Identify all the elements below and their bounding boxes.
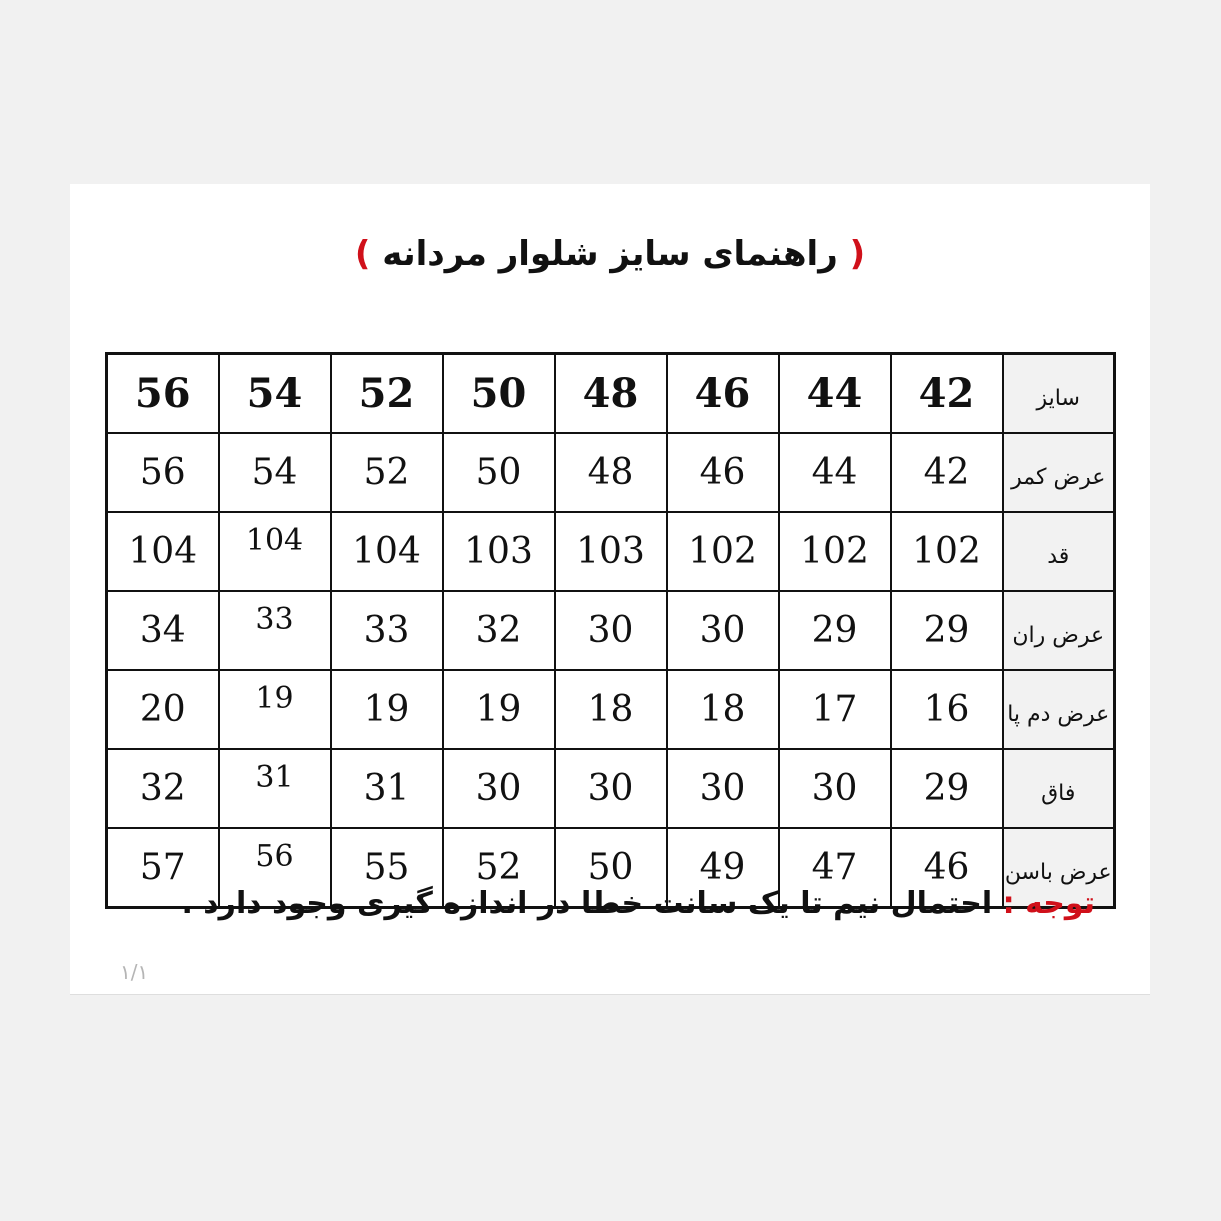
table-cell: 19 xyxy=(443,670,555,749)
table-cell: 54 xyxy=(219,354,331,434)
note-text: احتمال نیم تا یک سانت خطا در اندازه گیری وجود دارد . xyxy=(181,886,993,921)
table-cell: 29 xyxy=(779,591,891,670)
table-cell: 32 xyxy=(443,591,555,670)
table-cell: 30 xyxy=(667,591,779,670)
table-cell: 17 xyxy=(779,670,891,749)
table-cell: 33 xyxy=(219,591,331,670)
table-cell: 52 xyxy=(331,354,443,434)
table-cell: 54 xyxy=(219,433,331,512)
note-label: توجه xyxy=(1025,886,1095,921)
table-cell: 52 xyxy=(331,433,443,512)
table-cell: 30 xyxy=(555,591,667,670)
table-cell: 32 xyxy=(107,749,219,828)
table-cell: 102 xyxy=(891,512,1003,591)
page-indicator: ۱/۱ xyxy=(120,960,149,984)
table-cell: 20 xyxy=(107,670,219,749)
table-cell: 42 xyxy=(891,354,1003,434)
table-cell: 47 xyxy=(779,828,891,908)
table-row-thigh xyxy=(107,591,1115,670)
table-cell: 42 xyxy=(891,433,1003,512)
table-cell: 103 xyxy=(443,512,555,591)
table-cell: 30 xyxy=(667,749,779,828)
table-cell: 30 xyxy=(555,749,667,828)
table-cell: 52 xyxy=(443,828,555,908)
table-cell: 44 xyxy=(779,433,891,512)
table-cell: 103 xyxy=(555,512,667,591)
table-row-waist xyxy=(107,433,1115,512)
table-cell: 50 xyxy=(443,433,555,512)
table-cell: 46 xyxy=(667,433,779,512)
table-cell: 18 xyxy=(555,670,667,749)
table-cell: 31 xyxy=(331,749,443,828)
document-page xyxy=(70,184,1150,995)
table-cell: 46 xyxy=(667,354,779,434)
table-cell: 56 xyxy=(219,828,331,908)
table-cell: 102 xyxy=(779,512,891,591)
table-row-rise xyxy=(107,749,1115,828)
table-cell: 16 xyxy=(891,670,1003,749)
table-cell: 34 xyxy=(107,591,219,670)
table-row-length xyxy=(107,512,1115,591)
table-cell: 49 xyxy=(667,828,779,908)
table-row-hem xyxy=(107,670,1115,749)
table-cell: 48 xyxy=(555,433,667,512)
table-cell: 55 xyxy=(331,828,443,908)
title-close-paren: ) xyxy=(354,234,371,274)
table-cell: 50 xyxy=(555,828,667,908)
row-label: فاق xyxy=(1003,749,1115,828)
page-title xyxy=(70,234,1150,274)
table-row-size xyxy=(107,354,1115,434)
table-cell: 57 xyxy=(107,828,219,908)
table-cell: 33 xyxy=(331,591,443,670)
note-colon: : xyxy=(1002,886,1015,921)
title-text: راهنمای سایز شلوار مردانه xyxy=(382,234,838,274)
row-label: قد xyxy=(1003,512,1115,591)
row-label: عرض کمر xyxy=(1003,433,1115,512)
table-cell: 19 xyxy=(219,670,331,749)
table-cell: 56 xyxy=(107,433,219,512)
row-label: عرض ران xyxy=(1003,591,1115,670)
row-label: عرض دم پا xyxy=(1003,670,1115,749)
table-cell: 44 xyxy=(779,354,891,434)
measurement-note xyxy=(70,886,1150,921)
table-cell: 104 xyxy=(107,512,219,591)
table-cell: 102 xyxy=(667,512,779,591)
table-cell: 104 xyxy=(331,512,443,591)
table-cell: 18 xyxy=(667,670,779,749)
table-cell: 50 xyxy=(443,354,555,434)
table-cell: 29 xyxy=(891,749,1003,828)
table-cell: 46 xyxy=(891,828,1003,908)
table-cell: 30 xyxy=(779,749,891,828)
table-cell: 56 xyxy=(107,354,219,434)
table-cell: 31 xyxy=(219,749,331,828)
size-chart-table xyxy=(105,352,1116,909)
table-cell: 29 xyxy=(891,591,1003,670)
table-cell: 30 xyxy=(443,749,555,828)
table-cell: 19 xyxy=(331,670,443,749)
row-label: سایز xyxy=(1003,354,1115,434)
title-open-paren: ( xyxy=(849,234,866,274)
table-cell: 104 xyxy=(219,512,331,591)
row-label: عرض باسن xyxy=(1003,828,1115,908)
table-cell: 48 xyxy=(555,354,667,434)
